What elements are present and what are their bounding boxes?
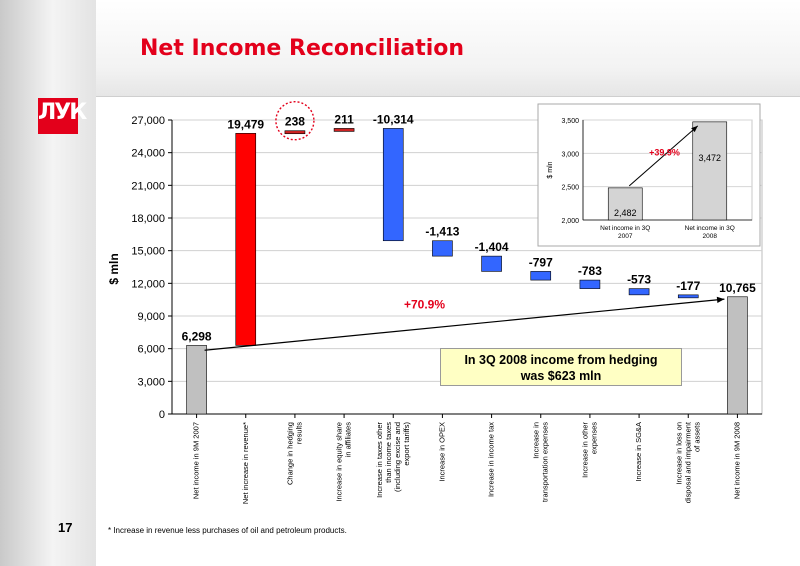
waterfall-bar	[285, 131, 305, 134]
callout-line-1: In 3Q 2008 income from hedging	[464, 353, 658, 367]
inset-bar-value-label: 3,472	[698, 152, 722, 163]
x-category-label: Net income in 9M 2008	[732, 422, 742, 500]
page-number: 17	[58, 520, 73, 535]
footnote: * Increase in revenue less purchases of oil and petroleum products.	[108, 526, 347, 535]
bar-value-label: -797	[528, 255, 553, 270]
hedging-callout	[440, 348, 682, 386]
y-axis-label: $ mln	[107, 253, 121, 285]
y-tick-label: 0	[158, 409, 165, 421]
x-category-label: Increase in otherexpenses	[580, 422, 599, 478]
y-tick-label: 3,000	[137, 376, 165, 389]
callout-line-2: was $623 mln	[520, 369, 602, 383]
y-tick-label: 9,000	[137, 311, 165, 323]
bar-value-label: -1,413	[425, 224, 460, 239]
y-tick-label: 24,000	[131, 147, 165, 160]
inset-bar-chart	[538, 104, 760, 246]
bar-value-label: -10,314	[372, 112, 414, 127]
bar-value-label: -1,404	[474, 240, 509, 255]
waterfall-bar	[629, 289, 649, 295]
bar-value-label: 238	[284, 114, 305, 129]
page-title: Net Income Reconciliation	[140, 36, 465, 61]
inset-bar	[693, 122, 727, 220]
waterfall-bar	[580, 280, 600, 289]
inset-y-tick-label: 2,000	[561, 218, 579, 225]
x-category-label: Increase in taxes otherthan income taxes(including excise andexport tariffs)	[374, 422, 411, 498]
waterfall-bar	[236, 133, 256, 345]
x-category-label: Net increase in revenue*	[240, 422, 250, 505]
inset-y-tick-label: 3,000	[561, 151, 579, 159]
inset-y-tick-label: 2,500	[561, 184, 579, 192]
x-category-label: Increase in equity sharein affiliates	[334, 422, 353, 502]
x-category-label: Increase intransportation expenses	[531, 422, 550, 503]
x-category-label: Increase in income tax	[486, 422, 496, 498]
y-tick-label: 15,000	[131, 245, 165, 258]
x-category-label: Net income in 9M 2007	[191, 422, 201, 500]
waterfall-bar	[187, 345, 207, 414]
waterfall-bar	[678, 295, 698, 298]
y-tick-label: 6,000	[137, 343, 165, 356]
x-category-label: Change in hedgingresults	[285, 422, 304, 485]
waterfall-bar	[432, 241, 452, 256]
inset-category-label: Net income in 3Q 2007	[600, 225, 651, 240]
bar-value-label: 19,479	[227, 117, 265, 132]
waterfall-bar	[531, 271, 551, 280]
bar-value-label: 10,765	[719, 280, 756, 295]
logo-text: ЛУК	[38, 100, 86, 125]
bar-value-label: -783	[577, 264, 602, 279]
bar-value-label: -573	[627, 272, 652, 287]
waterfall-bar	[482, 256, 502, 271]
inset-growth-label: +39.9%	[649, 147, 680, 158]
inset-category-label: Net income in 3Q 2008	[684, 225, 735, 240]
bar-value-label: -177	[676, 278, 701, 293]
bar-value-label: 211	[334, 112, 354, 127]
waterfall-bar	[727, 297, 747, 414]
inset-bar-value-label: 2,482	[613, 207, 637, 218]
waterfall-bar	[334, 128, 354, 131]
y-tick-label: 18,000	[131, 213, 165, 225]
x-category-label: Increase in OPEX	[437, 422, 447, 482]
inset-y-tick-label: 3,500	[561, 118, 579, 125]
inset-y-axis-label: $ mln	[547, 161, 554, 179]
bar-value-label: 6,298	[181, 329, 212, 344]
y-tick-label: 12,000	[131, 278, 165, 291]
y-tick-label: 27,000	[131, 115, 165, 127]
growth-label: +70.9%	[403, 297, 446, 312]
y-tick-label: 21,000	[131, 180, 165, 193]
x-category-label: Increase in SG&A	[634, 422, 644, 482]
waterfall-bar	[383, 128, 403, 240]
x-category-label: Increase in loss ondisposal and impairmentof assets	[674, 422, 702, 504]
